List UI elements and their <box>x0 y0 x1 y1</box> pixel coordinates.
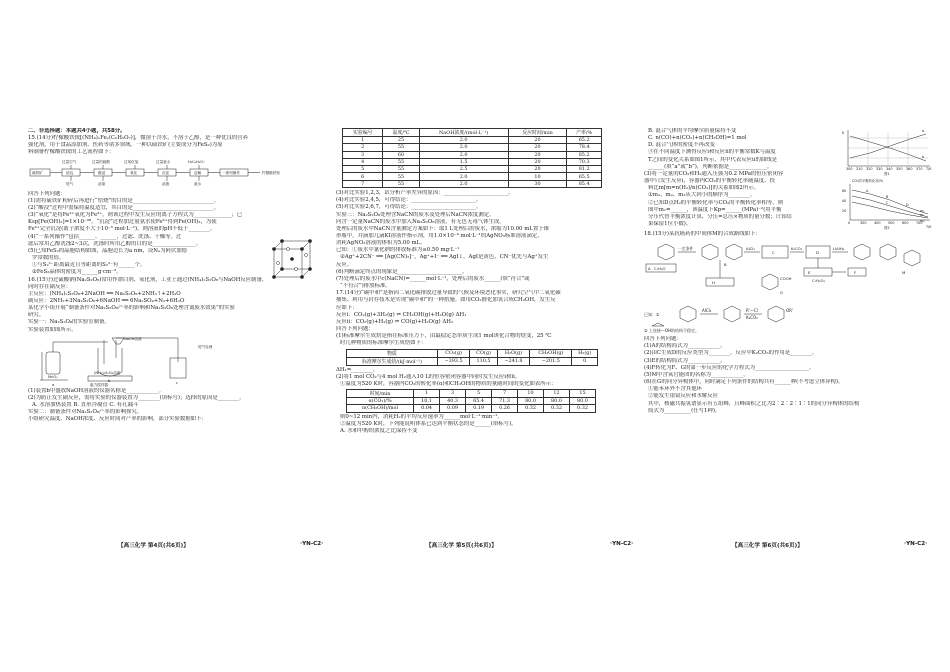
table-header-cell: 1 <box>414 389 440 397</box>
table-cell: 30 <box>508 180 567 187</box>
table-cell: 6 <box>343 173 383 180</box>
text-line: ①能苯环外不含其他环 <box>648 386 702 393</box>
text-line: (1)需将硫铁矿粉碎后再进行“焙烧”的目的是______________________________。 <box>28 197 220 204</box>
table-cell: 2.0 <box>419 173 508 180</box>
text-line: 实验三：Na₂S₂O₈处理含NaCN的废水及处理后NaCN浓度测定。 <box>336 211 495 218</box>
text-line: T之间的变化关系如图1所示，其中代表反应ⅱ的曲线是 <box>648 156 778 163</box>
text-line: 回答下列问题： <box>644 336 682 343</box>
conversion-time-table <box>346 389 596 413</box>
text-line: 向含一定量NaCN的废水中加入Na₂S₂O₈溶液，有无色无毒气体生成。 <box>336 218 505 225</box>
table-cell: 65.5 <box>567 173 602 180</box>
table-cell: 0.19 <box>466 405 492 412</box>
table-row <box>343 137 602 144</box>
table-cell: 0.26 <box>492 405 518 412</box>
table-cell: 20 <box>508 158 567 165</box>
text-line: ③在不同温度下测得反应ⅰ和反应ⅱ的平衡常数K与温度 <box>648 149 776 156</box>
text-line: ②已知D点H₂的平衡转化率与CO₂的平衡转化率相等，则 <box>648 199 784 206</box>
table-header-cell: NaOH浓度/(mol·L⁻¹) <box>419 129 508 137</box>
table-cell: 55 <box>383 158 419 165</box>
text-line: 17.(14分)“碳中和”是指因二氧化碳排放过量导致的气候及环境恶化事实，研究空气中二氧化碳 <box>336 290 561 297</box>
table-cell: 标准摩尔生成焓/(kJ·mol⁻¹) <box>347 357 438 365</box>
table-header-cell: 3 <box>440 389 466 397</box>
table-header-cell: H₂(g) <box>572 349 598 357</box>
table-header-cell: CO₂(g) <box>437 349 469 357</box>
table-cell: 78.4 <box>567 144 602 151</box>
flow-top-label: 过量氨水 <box>156 159 171 164</box>
table-cell: 110.5 <box>470 357 498 365</box>
fig2-curve-m1 <box>852 190 928 214</box>
text-line: (4)F转化为F、G的第一步反应的化学方程式为____________________。 <box>644 364 815 371</box>
text-line: Ksp[Fe(OH)₃]=1×10⁻³⁸。“沉淀”过程加过量氨水使Fe³⁺得到Fe(OH)₃，为使 <box>28 219 217 226</box>
text-line: 反应ⅰ：CO₂(g)+3H₂(g) ⇌ CH₃OH(g)+H₂O(g) ΔH₁ <box>336 311 467 318</box>
text-line: 捕集、利用与封存技术是实现“碳中和”的一种措施。如用CO₂催化加氢合成CH₃OH，发生反 <box>336 297 556 304</box>
scheme-label: G <box>780 290 783 296</box>
scheme-label: F <box>854 270 857 276</box>
table-cell: 25 <box>383 137 419 144</box>
q16-tail <box>28 388 320 424</box>
scheme-label: M <box>902 270 906 276</box>
flow-bottom-label: 尾气 <box>66 181 74 186</box>
table-row <box>343 166 602 173</box>
flow-box-label: 硫铁矿 <box>32 170 43 175</box>
text-line: 时几种物质的标准摩尔生成焓如下： <box>340 340 427 347</box>
benzene-ring <box>854 244 870 260</box>
table-header-cell: 10 <box>518 389 544 397</box>
text-line: (1)标准摩尔生成焓是指在标准压力下，由最稳定态单质生成1 mol该化合物的焓变，25 ℃ <box>336 333 552 340</box>
text-line: 主反应：(NH₄)₂S₂O₈+2NaOH ══ Na₂S₂O₈+2NH₃↑+2H₂O <box>28 290 181 297</box>
table-cell: 65.4 <box>466 397 492 404</box>
fig2-tick: 300 <box>860 221 867 225</box>
text-line: 反应ⅱ：CO₂(g)+H₂(g) ⇌ CO(g)+H₂O(g) ΔH₂ <box>336 318 454 325</box>
text-line: 应如下： <box>336 304 358 311</box>
page-footer-code: ·YN-C2· <box>904 541 928 547</box>
text-line: (2)由C生成D的反应类型为________，反应中K₂CO₃的作用是________。 <box>644 350 818 357</box>
table-cell: 2.0 <box>419 180 508 187</box>
table-cell: 2 <box>343 144 383 151</box>
table-cell: 40.3 <box>440 397 466 404</box>
table-header-cell: CO(g) <box>470 349 498 357</box>
table-cell: 0.04 <box>414 405 440 412</box>
fig1-curve-label: b <box>922 155 925 159</box>
text-line: 回答下列问题： <box>336 326 374 333</box>
synthesis-route-scheme <box>644 238 934 302</box>
scheme-label: LiAlH₄ <box>833 246 845 252</box>
fig1-tick: 370 <box>916 167 923 171</box>
table-cell: 85.4 <box>567 180 602 187</box>
known-reactions-scheme <box>644 302 934 336</box>
known-label: 已知：① <box>644 312 660 318</box>
text-line: ①与S₂²⁻距离最近且等距离的S₂²⁻有______个。 <box>32 262 146 269</box>
text-line: D. 混合气体的密度不再改变 <box>648 142 715 149</box>
fig2-xlabel: T/K <box>926 225 932 229</box>
fig1-xlabel: T/K <box>926 167 932 171</box>
table-cell: −393.5 <box>437 357 469 365</box>
text-line: 小组研究温度、NaOH浓度、反应时间对产率的影响，部分实验数据如下： <box>28 416 207 423</box>
fig2-ytick: 20 <box>842 209 847 213</box>
table-header-cell: 实验编号 <box>343 129 383 137</box>
flow-top-label: 过量空气 <box>62 159 77 164</box>
page-6 <box>644 128 934 558</box>
table-cell: 65.2 <box>567 137 602 144</box>
text-line: 回答下列问题： <box>28 190 66 197</box>
table-cell: 10.1 <box>414 397 440 404</box>
table-cell: 55 <box>383 144 419 151</box>
table-row <box>343 144 602 151</box>
text-line: (5)M中含氧官能团的名称为____________。 <box>644 371 749 378</box>
scheme-label: C <box>772 250 775 256</box>
text-line: (4)对比实验2,4,5，可得结论：________________________。 <box>336 197 482 204</box>
flow-top-label: 过量的硫酸 <box>92 159 110 164</box>
text-line: 强化剂，用于食品添加剂、医药等诸多领域。一种以硫铁矿(主要成分为FeS₂)为原 <box>28 142 223 149</box>
flow-box-label: 氧化 <box>130 170 138 175</box>
known-note: ② 上连接—OH的结构不稳定。 <box>644 328 700 334</box>
text-line: ②能发生银镜反应和水解反应 <box>648 393 719 400</box>
table-header-cell: 温度/℃ <box>383 129 419 137</box>
table-cell: 3 <box>343 151 383 158</box>
fig2-tick: 700 <box>916 221 923 225</box>
text-line: 实验一：Na₂S₂O₈的实验室制备。 <box>28 319 110 326</box>
benzene-ring <box>880 244 896 260</box>
table-cell: 5 <box>343 166 383 173</box>
scheme-label: COOH <box>780 276 792 282</box>
table-cell: 20 <box>508 137 567 144</box>
q16-continued <box>336 190 628 290</box>
fig1-tick: 300 <box>846 167 853 171</box>
fig2-curve-label: m₁ <box>920 209 925 213</box>
fig1-tick: 310 <box>856 167 863 171</box>
q15-questions <box>28 191 320 277</box>
fig2-ytick: 60 <box>842 189 847 193</box>
scheme-label: AlCl₃ <box>746 246 755 252</box>
text-line: (3)E的结构简式为____________。 <box>644 357 726 364</box>
text-line: 形瓶中，并滴加几滴KI溶液作指示剂，用1.0×10⁻⁴ mol·L⁻¹的AgNO₃标准溶液滴定， <box>336 233 543 240</box>
text-line: A. 水溶加热装置 B. 直形冷凝管 C. 有孔漏斗 <box>32 402 139 409</box>
flow-box-label: 溶解 <box>194 170 202 175</box>
figure-1-k-vs-t <box>840 128 934 176</box>
table-cell: 80.0 <box>569 397 595 404</box>
table-cell: 0.32 <box>569 405 595 412</box>
text-line: ①温度为520 K时，容器内CO₂的转化率(α)和CH₃OH的物质的量随时间的变化如表所示： <box>340 380 557 387</box>
text-line: (5)对比实验2,6,7，可得结论：________________________。 <box>336 204 482 211</box>
scheme-box <box>706 278 734 286</box>
text-line: B. 混合气体的平均摩尔质量保持不变 <box>648 128 737 134</box>
flow-top-label: H₃C₆H₅O₇ <box>188 159 205 164</box>
tertiary-carbon-marker <box>652 323 664 326</box>
text-line: 器中只发生反应ⅰ，容器内CO₂的平衡转化率随温度、投 <box>644 178 776 185</box>
text-line: (3)“氧化”是将Fe²⁺氧化为Fe³⁺，则该过程中发生反应的离子方程式为______________；已 <box>28 212 243 219</box>
fig1-tick: 320 <box>866 167 873 171</box>
flow-box-label: 柠檬酸铁铵 <box>262 170 280 175</box>
text-line: 研究。 <box>28 312 45 319</box>
apparatus-label: a <box>52 382 55 387</box>
apparatus-label: 尾气处理 <box>198 344 213 349</box>
table-cell: 2.0 <box>419 137 508 144</box>
fig1-ylabel: K <box>842 131 845 135</box>
table-cell: 2.0 <box>419 151 508 158</box>
known-reagent: AlCl₃ <box>702 308 712 314</box>
flow-top-label: 过氧化氢 <box>124 159 139 164</box>
known-reagent: R'—Cl <box>746 308 758 314</box>
table-header-cell: 12 <box>544 389 570 397</box>
table-cell: 20 <box>508 151 567 158</box>
apparatus-label: MnO₂ <box>48 374 58 379</box>
text-line: 副反应：2NH₃+3Na₂S₂O₈+6NaOH ══ 6Na₂SO₄+N₂+6H₂O <box>28 297 185 304</box>
q15-intro <box>28 135 320 156</box>
table-cell: −241.8 <box>497 357 529 365</box>
text-line: (6)判断滴定终点的现象是________________________。 <box>336 268 468 275</box>
text-line: (2)为防止发生副反应，需将实验的仪器装置为________(填标号)；选择的原因是________。 <box>28 394 245 401</box>
text-line: 料比m[m=n(H₂)/n(CO₂)]的关系如图2所示。 <box>648 185 760 192</box>
table-header-row <box>347 349 598 357</box>
table-header-cell: 时间/min <box>347 389 414 397</box>
q17-body <box>336 367 628 388</box>
text-line: ①m₁、m₂、m₃从大到小的顺序为________。 <box>648 192 756 199</box>
text-line: 分压代替平衡浓度计算，分压=总压×物质的量分数；计算结 <box>648 213 792 220</box>
table-cell: 0.32 <box>544 405 570 412</box>
benzene-ring <box>768 306 784 322</box>
flow-box-label: 焙烧 <box>66 170 74 175</box>
process-flow-diagram <box>28 157 320 191</box>
text-line: 罗常数的值。 <box>32 255 65 262</box>
text-line: ②温度为520 K时，下列能说明体系已达到平衡状态的是______(填标号)。 <box>340 420 517 427</box>
table-cell: 7 <box>343 180 383 187</box>
text-line: (1)装置b中盛放NaOH溶液的仪器名称是____________。 <box>28 387 164 394</box>
text-line: 滤后常用乙醇洗涤2~3次，洗涤时所用乙醇的目的是________________。 <box>28 240 202 247</box>
section-heading: 二、非选择题：本题共4小题，共58分。 <box>28 128 126 134</box>
flow-bottom-label: 氨水 <box>194 181 202 186</box>
text-line: (7)处理后的废水中c(NaCN)=______mol·L⁻¹，处理后的废水______(填“符合”或 <box>336 275 530 282</box>
text-line: (1)A的结构简式为____________。 <box>644 343 726 350</box>
text-line: 简式为__________(任写1种)。 <box>648 407 721 414</box>
text-line: 某化学小组开展“制备条件对Na₂S₂O₈产率的影响和Na₂S₂O₈处理含氰废水效果”的实验 <box>28 305 235 312</box>
table-header-row <box>343 129 602 137</box>
fig1-tick: 330 <box>876 167 883 171</box>
table-header-cell: 物质 <box>347 349 438 357</box>
q18-questions <box>644 336 934 415</box>
scheme-label: 一定条件 <box>678 246 694 252</box>
table-cell: 85.2 <box>567 151 602 158</box>
table-row <box>343 180 602 187</box>
text-line: 反应。 <box>336 261 353 268</box>
fes2-unit-cell-diagram <box>268 237 316 281</box>
text-line: ΔH₁=________。 <box>336 366 379 373</box>
table-cell: 20 <box>508 166 567 173</box>
fig2-point-label: C <box>886 201 889 205</box>
text-line: “不符合”)排放标准。 <box>340 283 391 290</box>
table-header-row <box>347 389 596 397</box>
table-cell: 2.0 <box>419 144 508 151</box>
table-cell: 0.32 <box>518 405 544 412</box>
apparatus-label: c <box>176 380 178 385</box>
table-row <box>343 158 602 165</box>
text-line: (2)“酸浸”过程中需保持温度适宜，其目的是______________________________。 <box>28 204 220 211</box>
scheme-label: A <box>648 266 651 272</box>
q17-body-tail <box>336 414 628 435</box>
apparatus-label: b <box>108 378 111 383</box>
page-footer: 【高三化学 第5页(共6页)】 <box>426 543 497 549</box>
fig2-tick: 600 <box>902 221 909 225</box>
fig2-ylabel: CO₂的平衡转化率/% <box>852 179 884 183</box>
text-line: ②FeS₂晶体的密度为______g·cm⁻³。 <box>32 269 122 276</box>
benzene-ring <box>904 250 920 266</box>
fig2-curve-label: m₂ <box>920 213 925 217</box>
text-line: 处理后的废水中NaCN含量测定方案如下：取1 L处理后的废水，浓缩为10.00 mL置于锥 <box>336 225 550 232</box>
text-line: ______(填“a”或“b”)，判断依据是______________。 <box>648 163 773 170</box>
text-line: 实验装置如图所示。 <box>28 326 77 333</box>
scheme-box <box>762 246 788 258</box>
q18-intro: 18.(15分)某抗癌药的中间体M的合成路线如下： <box>644 231 761 237</box>
table-row <box>343 151 602 158</box>
benzene-ring <box>702 244 718 260</box>
figure-2-conversion-vs-t <box>840 178 934 230</box>
table-header-cell: 15 <box>569 389 595 397</box>
scheme-label: B <box>724 262 727 268</box>
table-cell: 70.3 <box>567 158 602 165</box>
text-line: 同时存在副反应： <box>28 283 72 290</box>
text-line: (3)对比实验1,2,3，试分析产率差异的原因：________________________。 <box>336 190 514 197</box>
known-reagent: K₂CO₃ <box>746 315 758 321</box>
lab-apparatus-diagram <box>28 334 320 388</box>
q16-intro <box>28 277 320 334</box>
table-cell: 55 <box>383 166 419 173</box>
table-cell: α(CO₂)/% <box>347 397 414 404</box>
text-line: 16.(15分)过硫酸钠(Na₂S₂O₈)常用作漂白剂、氧化剂，工业上通过(NH₄)₂S₂O₈与NaOH反应制备， <box>28 276 268 283</box>
table-row <box>347 357 598 365</box>
flow-box-label: 酸浸 <box>98 170 106 175</box>
page-4 <box>28 128 320 558</box>
page-5 <box>336 128 628 558</box>
q17-continued <box>644 128 934 231</box>
table-cell: 10 <box>508 173 567 180</box>
table-cell: 55 <box>383 173 419 180</box>
page-footer: 【高三化学 第4页(共6页)】 <box>118 543 189 549</box>
text-line: 实验二：制备条件对Na₂S₂O₈产率的影响探究。 <box>28 409 143 416</box>
table-cell: 55 <box>383 180 419 187</box>
text-line: 15.(14分)柠檬酸铁铵[(NH₄)ₓFeᵧ(C₆H₅O₇)]，微溶于冷水，不溶于乙醇，是一种优良的营养 <box>28 135 249 142</box>
table-header-cell: CH₃OH(g) <box>530 349 572 357</box>
text-line: 其中，核磁共振氢谱显示有五组峰，且峰面积之比为2∶2∶2∶1∶1的同分异构体的结构 <box>648 400 860 407</box>
table-cell: n(CH₃OH)/mol <box>347 405 414 412</box>
table-cell: 2.5 <box>419 166 508 173</box>
table-row <box>347 397 596 404</box>
flow-box-label: 一系列操作 <box>222 170 240 175</box>
text-line: ②Ag⁺+2CN⁻ ══ [Ag(CN)₂]⁻，Ag⁺+I⁻ ══ AgI↓，AgI是黄色，CN⁻优先与Ag⁺发生 <box>340 254 549 261</box>
text-line: 料制备柠檬酸铁铵的工艺流程如下： <box>28 149 115 156</box>
q17-intro <box>336 290 628 347</box>
table-cell: 1 <box>343 137 383 144</box>
fig2-tick: 500 <box>888 221 895 225</box>
table-cell: −201.5 <box>530 357 572 365</box>
fig2-tick: 0 <box>848 221 851 225</box>
benzene-ring <box>726 244 742 260</box>
scheme-label: C₇H₅O₂ <box>812 278 826 284</box>
fig1-tick: 350 <box>896 167 903 171</box>
table-header-cell: 5 <box>466 389 492 397</box>
table-row <box>347 405 596 412</box>
table-header-cell: 产率/% <box>567 129 602 137</box>
fig2-point-label: D <box>906 203 909 207</box>
fig2-curve-m2 <box>852 196 928 217</box>
fig1-tick: 340 <box>886 167 893 171</box>
flow-box-label: 沉淀 <box>162 170 170 175</box>
text-line: (5)已知FeS₂的晶胞结构如图，晶胞边长为a nm，设Nₐ为阿伏加德 <box>28 247 188 254</box>
text-line: 消耗AgNO₃溶液的体积为5.00 mL。 <box>336 240 426 247</box>
scheme-label: E <box>808 270 811 276</box>
yield-data-table <box>342 128 602 188</box>
scheme-label: H <box>712 280 715 286</box>
fig2-point-label: A <box>866 189 869 193</box>
flow-bottom-label: 滤液 <box>162 181 170 186</box>
fig2-tick: 400 <box>874 221 881 225</box>
table-cell: 4 <box>343 158 383 165</box>
fig2-ytick: 40 <box>842 199 847 203</box>
table-header-cell: 7 <box>492 389 518 397</box>
benzene-ring <box>762 274 778 290</box>
table-header-cell: 反应时间/min <box>508 129 567 137</box>
page-footer-code: ·YN-C2· <box>300 541 324 547</box>
benzene-ring-a <box>658 244 674 260</box>
fig2-caption: 图2 <box>884 226 890 230</box>
text-line: C. n(CO)+n(CO₂)+n(CH₃OH)=1 mol <box>648 135 747 142</box>
table-header-cell: H₂O(g) <box>497 349 529 357</box>
scheme-box <box>848 268 866 276</box>
benzene-ring <box>680 306 696 322</box>
table-cell: 71.3 <box>492 397 518 404</box>
table-cell: 80.0 <box>518 397 544 404</box>
table-cell: 1.5 <box>419 158 508 165</box>
scheme-label: K₂CO₃ <box>791 246 803 252</box>
benzene-ring <box>724 306 740 322</box>
text-line: (4)“一系列操作”包括______、______，过滤、洗涤、干燥等。过 <box>28 233 182 240</box>
text-line: 则0~12 min内，消耗H₂的平均反应速率为______mol·L⁻¹·min⁻¹。 <box>340 413 503 420</box>
text-line: 图中m₁=______，该温度下Kp=______(MPa)⁻²(用平衡 <box>648 206 782 213</box>
table-cell: 20 <box>508 144 567 151</box>
scheme-label: C₇H₈O <box>654 266 666 272</box>
text-line: (3)将一定量的CO₂和H₂通入压强为0.2 MPa的恒压密闭容 <box>644 170 784 177</box>
flow-bottom-label: 滤渣 <box>98 181 106 186</box>
enthalpy-table <box>346 349 598 366</box>
fig2-curve-label: m₃ <box>920 219 925 223</box>
table-cell: 60 <box>383 151 419 158</box>
table-cell: 0 <box>572 357 598 365</box>
fig1-curve-label: a <box>922 129 925 133</box>
fig2-point-label: B <box>886 195 889 199</box>
table-cell: 81.2 <box>567 166 602 173</box>
text-line: A. 水和甲醇的浓度之比保持不变 <box>340 427 418 434</box>
table-cell: 80.0 <box>544 397 570 404</box>
table-row <box>343 173 602 180</box>
fig1-tick: 360 <box>906 167 913 171</box>
text-line: 已知：①废水中氰化钠的排放标准为≤0.50 mg·L⁻¹ <box>336 247 460 254</box>
page-footer: 【高三化学 第6页(共6页)】 <box>732 543 803 549</box>
page-footer-code: ·YN-C2· <box>610 541 634 547</box>
table-cell: 0.09 <box>440 405 466 412</box>
apparatus-label: NaOH溶液 <box>124 336 142 341</box>
text-line: (2)将1 mol CO₂与4 mol H₂通入10 L的恒容密闭容器中同时发生反应ⅰ和ⅱ。 <box>336 373 521 380</box>
scheme-label: D <box>816 250 819 256</box>
apparatus-label: 磁力搅拌器 <box>90 382 108 387</box>
text-line: 果保留1位小数)。 <box>648 221 692 228</box>
known-product-group: OR' <box>786 308 794 314</box>
text-line: (6)在G的同分异构体中，同时满足下列条件的结构共有______种(不考虑立体异构)。 <box>644 379 844 386</box>
text-line: Fe³⁺完全沉淀(离子浓度不大于10⁻⁵ mol·L⁻¹)，则溶液的pH不低于________。 <box>28 226 216 233</box>
fig1-caption: 图1 <box>884 172 890 176</box>
apparatus-label: (NH₄)₂S₂O₈溶液 <box>94 370 121 375</box>
